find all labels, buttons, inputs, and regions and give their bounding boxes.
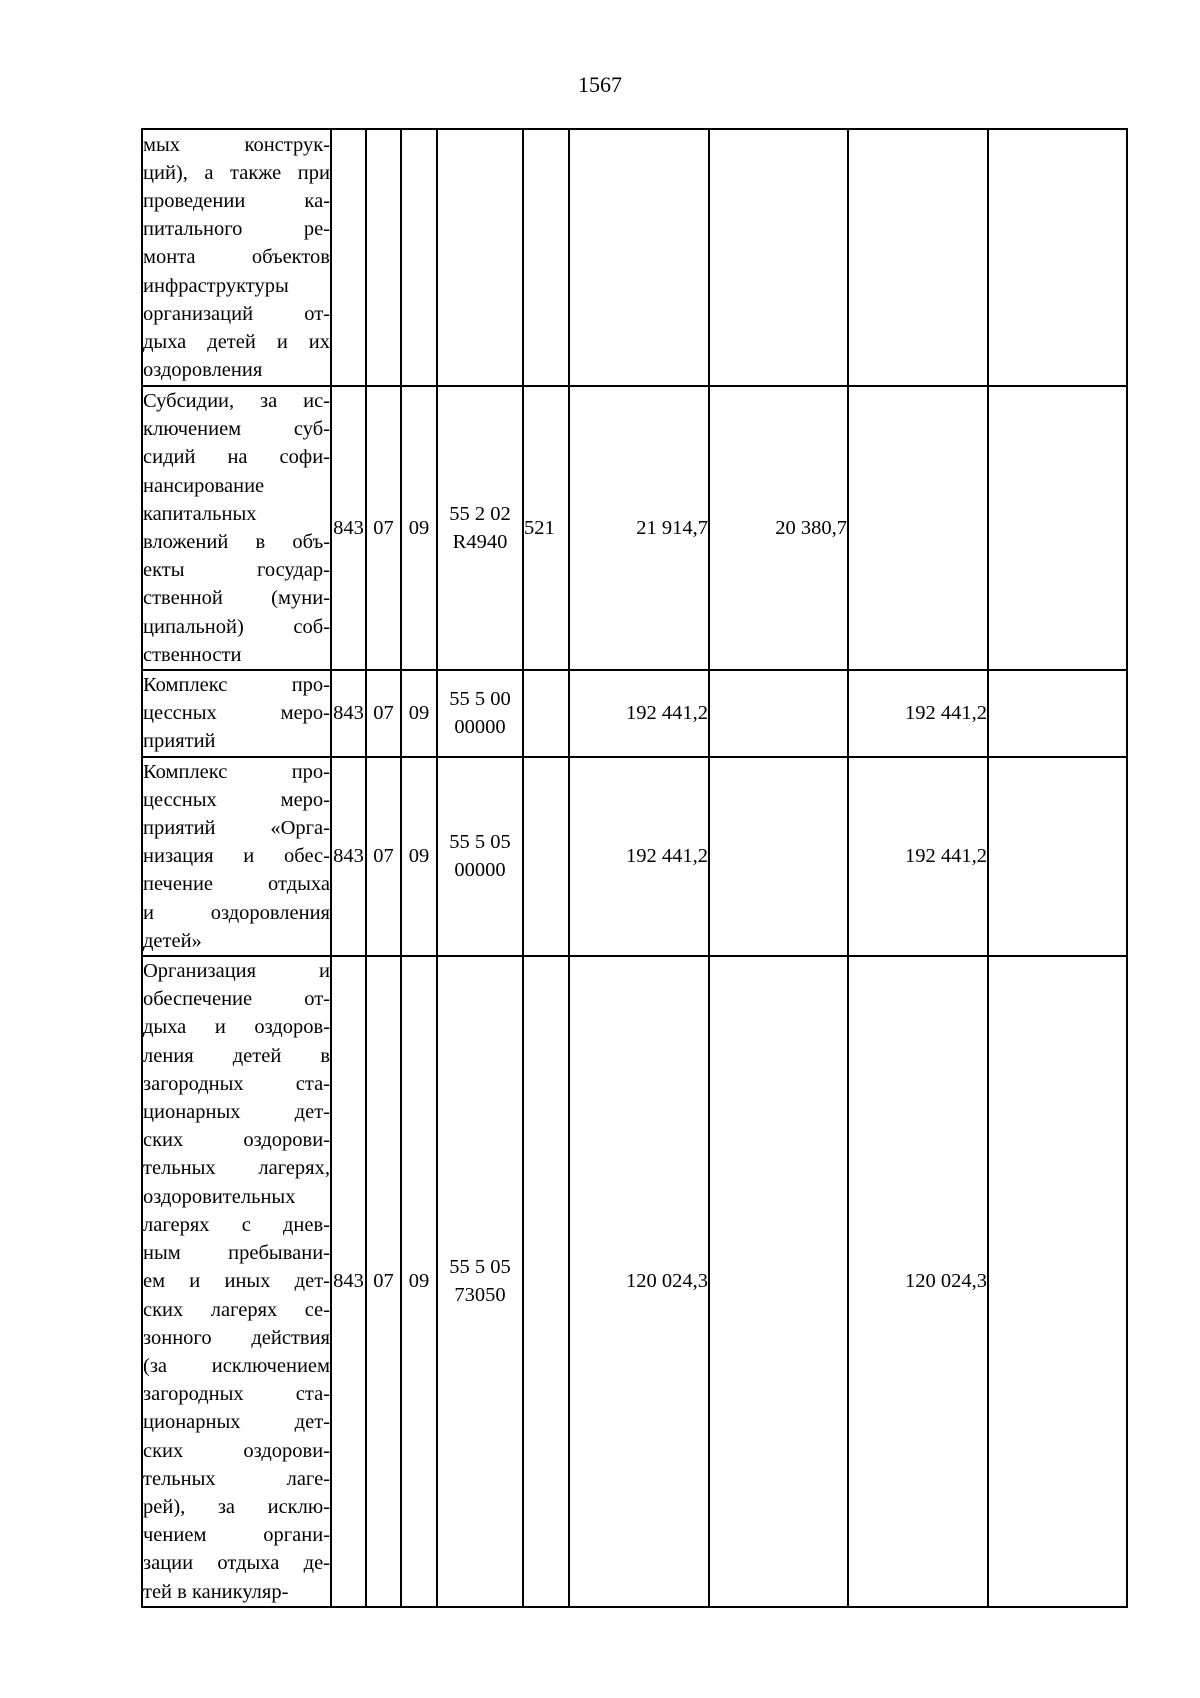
- amount-regional: [848, 129, 988, 386]
- table-row: [142, 386, 1127, 670]
- amount-other: [988, 386, 1127, 670]
- row-name-line: Субсидии, за ис-: [143, 390, 330, 412]
- row-name-line: тельных лагерях,: [143, 1157, 330, 1180]
- admin-code: 843: [331, 757, 366, 956]
- row-name-line: лагерях с днев-: [143, 1213, 330, 1236]
- amount-other: [988, 129, 1127, 386]
- row-name-line: ских оздорови-: [143, 1129, 330, 1152]
- target-article-line: 73050: [454, 1284, 506, 1307]
- target-article-line: 00000: [454, 859, 506, 882]
- row-name-line: питального ре-: [143, 218, 330, 241]
- row-name-line: капитальных: [143, 502, 257, 525]
- row-name-line: зации отдыха де-: [143, 1552, 330, 1575]
- target-article-code: [437, 757, 523, 956]
- row-name-line: ным пребывани-: [143, 1242, 330, 1265]
- budget-table: [141, 128, 1128, 1608]
- row-name: [142, 386, 331, 670]
- expense-type-code: [523, 129, 569, 386]
- admin-code: [331, 129, 366, 386]
- row-name-line: инфраструктуры: [143, 274, 289, 297]
- target-article-code: [437, 129, 523, 386]
- target-article-line: 55 2 02: [449, 502, 511, 525]
- amount-other: [988, 757, 1127, 956]
- section-code: 07: [366, 757, 401, 956]
- amount-federal: [709, 956, 848, 1607]
- target-article-line: 55 5 05: [449, 1256, 511, 1279]
- row-name-line: тельных лаге-: [143, 1467, 330, 1490]
- table-row: [142, 670, 1127, 757]
- expense-type-code: [523, 757, 569, 956]
- row-name-line: тей в каникуляр-: [143, 1580, 289, 1603]
- subsection-code: 09: [401, 757, 437, 956]
- row-name-line: мых конструк-: [143, 133, 330, 156]
- table-row: [142, 956, 1127, 1607]
- row-name-line: Организация и: [143, 960, 330, 983]
- row-name-line: цессных меро-: [143, 788, 330, 811]
- row-name-line: монта объектов: [143, 246, 330, 269]
- row-name-line: зонного действия: [143, 1326, 330, 1349]
- amount-total: 192 441,2: [569, 757, 709, 956]
- table-body: [142, 129, 1127, 1607]
- amount-federal: 20 380,7: [709, 386, 848, 670]
- amount-regional: 120 024,3: [848, 956, 988, 1607]
- row-name-line: цессных меро-: [143, 702, 330, 725]
- row-name-line: дыха и оздоров-: [143, 1016, 330, 1039]
- row-name-line: Комплекс про-: [143, 760, 330, 783]
- row-name-line: вложений в объ-: [143, 531, 330, 554]
- row-name-line: ем и иных дет-: [143, 1270, 330, 1293]
- expense-type-code: [523, 670, 569, 757]
- target-article-line: R4940: [452, 531, 508, 554]
- row-name-line: сидий на софи-: [143, 446, 330, 469]
- subsection-code: 09: [401, 670, 437, 757]
- row-name-line: приятий: [143, 730, 216, 753]
- row-name-line: ционарных дет-: [143, 1411, 330, 1434]
- target-article-code: [437, 670, 523, 757]
- row-name-line: (за исключением: [143, 1354, 330, 1377]
- row-name-line: ственности: [143, 643, 242, 666]
- amount-federal: [709, 670, 848, 757]
- row-name-line: оздоровления: [143, 359, 263, 382]
- table-row: [142, 129, 1127, 386]
- row-name-line: ственной (муни-: [143, 587, 330, 610]
- row-name-line: оздоровительных: [143, 1185, 296, 1208]
- admin-code: 843: [331, 386, 366, 670]
- row-name-line: чением органи-: [143, 1524, 330, 1547]
- row-name-line: дыха детей и их: [143, 331, 330, 353]
- section-code: 07: [366, 670, 401, 757]
- section-code: [366, 129, 401, 386]
- expense-type-code: [523, 956, 569, 1607]
- amount-federal: [709, 129, 848, 386]
- section-code: 07: [366, 956, 401, 1607]
- row-name: [142, 757, 331, 956]
- row-name-line: ских лагерях се-: [143, 1298, 330, 1321]
- row-name-line: загородных ста-: [143, 1383, 330, 1406]
- amount-regional: 192 441,2: [848, 757, 988, 956]
- row-name: [142, 129, 331, 386]
- subsection-code: 09: [401, 956, 437, 1607]
- target-article-line: 00000: [454, 716, 506, 739]
- page-number: 1567: [578, 72, 622, 97]
- row-name-line: печение отдыха: [143, 873, 330, 896]
- row-name-line: ципальной) соб-: [143, 615, 330, 638]
- amount-total: 120 024,3: [569, 956, 709, 1607]
- row-name: [142, 670, 331, 757]
- row-name-line: низация и обес-: [143, 845, 330, 868]
- row-name-line: ских оздорови-: [143, 1439, 330, 1462]
- row-name-line: организаций от-: [143, 302, 330, 325]
- target-article-code: [437, 386, 523, 670]
- amount-regional: 192 441,2: [848, 670, 988, 757]
- subsection-code: [401, 129, 437, 386]
- row-name-line: загородных ста-: [143, 1072, 330, 1095]
- admin-code: 843: [331, 670, 366, 757]
- amount-total: [569, 129, 709, 386]
- amount-federal: [709, 757, 848, 956]
- row-name-line: проведении ка-: [143, 189, 330, 212]
- row-name-line: и оздоровления: [143, 901, 330, 924]
- row-name-line: обеспечение от-: [143, 988, 330, 1011]
- target-article-line: 55 5 00: [449, 688, 511, 711]
- row-name-line: ления детей в: [143, 1044, 330, 1067]
- admin-code: 843: [331, 956, 366, 1607]
- amount-total: 21 914,7: [569, 386, 709, 670]
- row-name-line: рей), за исклю-: [143, 1495, 330, 1518]
- target-article-code: [437, 956, 523, 1607]
- row-name-line: Комплекс про-: [143, 674, 330, 697]
- row-name-line: ключением суб-: [143, 418, 330, 441]
- row-name-line: приятий «Орга-: [143, 817, 330, 840]
- row-name-line: ций), а также при: [143, 161, 330, 184]
- amount-other: [988, 670, 1127, 757]
- row-name-line: детей»: [143, 929, 202, 952]
- row-name-line: ционарных дет-: [143, 1101, 330, 1124]
- amount-total: 192 441,2: [569, 670, 709, 757]
- row-name-line: екты государ-: [143, 559, 330, 582]
- section-code: 07: [366, 386, 401, 670]
- table-row: [142, 757, 1127, 956]
- target-article-line: 55 5 05: [449, 831, 511, 854]
- amount-regional: [848, 386, 988, 670]
- amount-other: [988, 956, 1127, 1607]
- row-name: [142, 956, 331, 1607]
- subsection-code: 09: [401, 386, 437, 670]
- expense-type-code: 521: [523, 386, 569, 670]
- row-name-line: нансирование: [143, 474, 265, 497]
